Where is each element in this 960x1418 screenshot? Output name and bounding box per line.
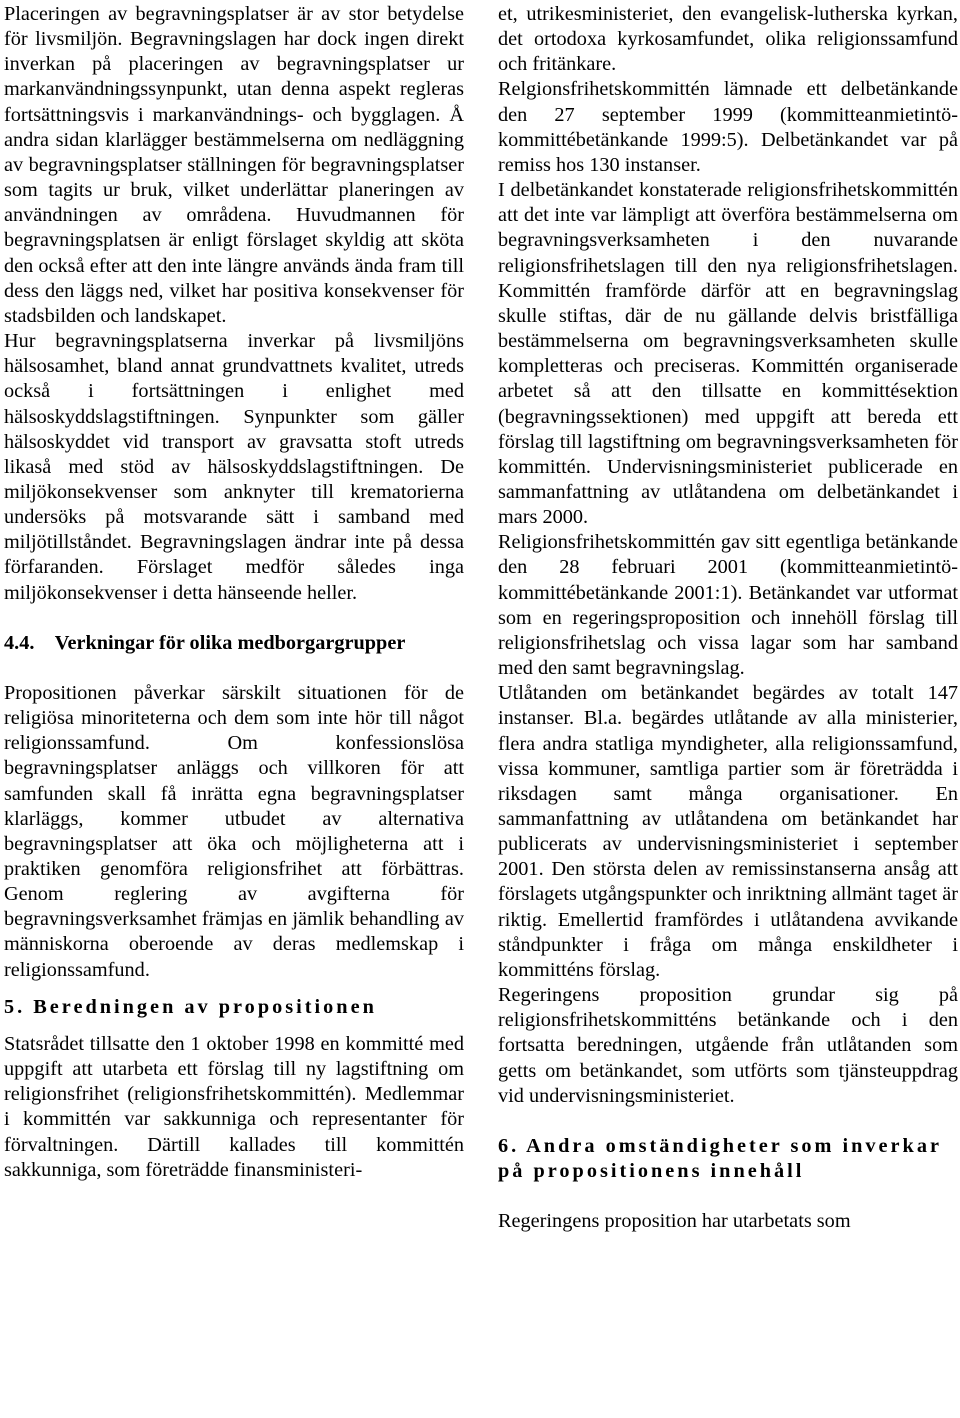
paragraph-placement-of-cemeteries: Placeringen av begravningsplatser är av stor betydelse för livsmiljön. Begravningslagen har dock ingen direkt inverkan på placeringen av begravningsplatser ur markanvändningssynpunkt, utan denna aspekt regleras fortsättningsvis i markanvändnings- och bygglagen. Å andra sidan klarlägger bestämmelserna om nedläggning av begravningsplatser ställningen för begravningsplatser som tagits ur bruk, vilket underlättar planeringen av användningen av områdena. Huvudmannen för begravningsplatsen är enligt förslaget skyldig att sköta den också efter att den inte längre används ända fram till dess den läggs ned, vilket har positiva konsekvenser för stadsbilden och landskapet.	[4, 3, 464, 327]
paragraph-health-effects: Hur begravningsplatserna inverkar på livsmiljöns hälsosamhet, bland annat grundvattnets kvalitet, utreds också i fortsättningen i enlighet med hälsoskyddslagstiftningen. Synpunkter som gäller hälsoskyddet vid transport av gravsatta stoft utreds likaså med stöd av hälsoskyddslagstiftningen. De miljökonsekvenser som anknyter till krematorierna undersöks på motsvarande sätt i samband med miljötillståndet. Begravningslagen ändrar inte på dessa förfaranden. Förslaget medför således inga miljökonsekvenser i detta hänseende heller.	[4, 330, 464, 604]
section-heading-6: 6. Andra omständigheter som inverkar på propositionens innehåll	[498, 1134, 942, 1183]
paragraph-interim-report: Relgionsfrihetskommittén lämnade ett delbetänkande den 27 september 1999 (kommitteanmietintö-kommittébetänkande 1999:5). Delbetänkandet var på remiss hos 130 instanser.	[498, 78, 958, 176]
paragraph-statements: Utlåtanden om betänkandet begärdes av totalt 147 instanser. Bl.a. begärdes utlåtande av alla ministerier, flera andra statliga myndigheter, alla religionssamfund, vissa kommuner, samtliga partier som är företrädda i riksdagen samt många organisationer. En sammanfattning av utlåtandena om betänkandet har publicerats av undervisningsministeriet i september 2001. Den största delen av remissinstanserna ansåg att förslagets utgångspunkter och inriktning allmänt taget är riktig. Emellertid framfördes i utlåtandena avvikande ståndpunkter i fråga om många enskildheter i kommitténs förslag.	[498, 682, 958, 981]
paragraph-final-report: Religionsfrihetskommittén gav sitt egentliga betänkande den 28 februari 2001 (kommitteanmietintö-kommittébetänkande 2001:1). Betänkandet var utformat som en regeringsproposition och innehöll förslag till religionsfrihetslag och vissa lagar som har samband med den samt begravningslag.	[498, 531, 958, 680]
paragraph-proposal-basis: Regeringens proposition grundar sig på religionsfrihetskommitténs betänkande och i den fortsatta beredningen, utgående från utlåtanden som getts om betänkandet, som utförts som tjänsteuppdrag vid undervisningsministeriet.	[498, 984, 958, 1107]
right-column	[498, 2, 958, 1234]
paragraph-government-proposal: Regeringens proposition har utarbetats som	[498, 1210, 851, 1233]
section-heading-4-4	[4, 631, 464, 656]
paragraph-interim-findings: I delbetänkandet konstaterade religionsfrihetskommittén att det inte var lämpligt att överföra bestämmelserna om begravningsverksamheten i den nuvarande religionsfrihetslagen till den nya religionsfrihetslagen. Kommittén framförde därför att en begravningslag skulle stiftas, där de nu gällande delvis bristfälliga bestämmelserna om begravningsverksamheten skulle kompletteras och preciseras. Kommittén organiserade arbetet så att den tillsatte en kommittésektion (begravningssektionen) med uppgift att bereda ett förslag till lagstiftning om begravningsverksamheten för kommittén. Undervisningsministeriet publicerade en sammanfattning av utlåtandena om delbetänkandet i mars 2000.	[498, 179, 958, 529]
section-title: Verkningar för olika medborgargrupper	[54, 631, 406, 654]
paragraph-committee-appointed: Statsrådet tillsatte den 1 oktober 1998 en kommitté med uppgift att utarbeta ett förslag till ny lagstiftning om religionsfrihet (religionsfrihetskommittén). Medlemmar i kommittén var sakkunniga och representanter för förvaltningen. Därtill kallades till kommittén sakkunniga, som företrädde finansministeri-	[4, 1032, 464, 1181]
section-number: 4.4.	[4, 631, 35, 654]
section-heading-5: 5. Beredningen av propositionen	[4, 995, 377, 1018]
paragraph-committee-members: et, utrikesministeriet, den evangelisk-lutherska kyrkan, det ortodoxa kyrkosamfundet, olika religionssamfund och fritänkare.	[498, 3, 958, 76]
left-column	[4, 2, 464, 1183]
paragraph-citizen-groups: Propositionen påverkar särskilt situationen för de religiösa minoriteterna och dem som inte hör till något religionssamfund. Om konfessionslösa begravningsplatser anläggs och villkoren för att samfunden skall få inrätta egna begravningsplatser klarläggs, kommer utbudet av alternativa begravningsplatser att öka och möjligheterna att i praktiken genomföra religionsfrihet att förbättras. Genom reglering av avgifterna för begravningsverksamhet främjas en jämlik behandling av människorna oberoende av deras medlemskap i religionssamfund.	[4, 681, 464, 981]
